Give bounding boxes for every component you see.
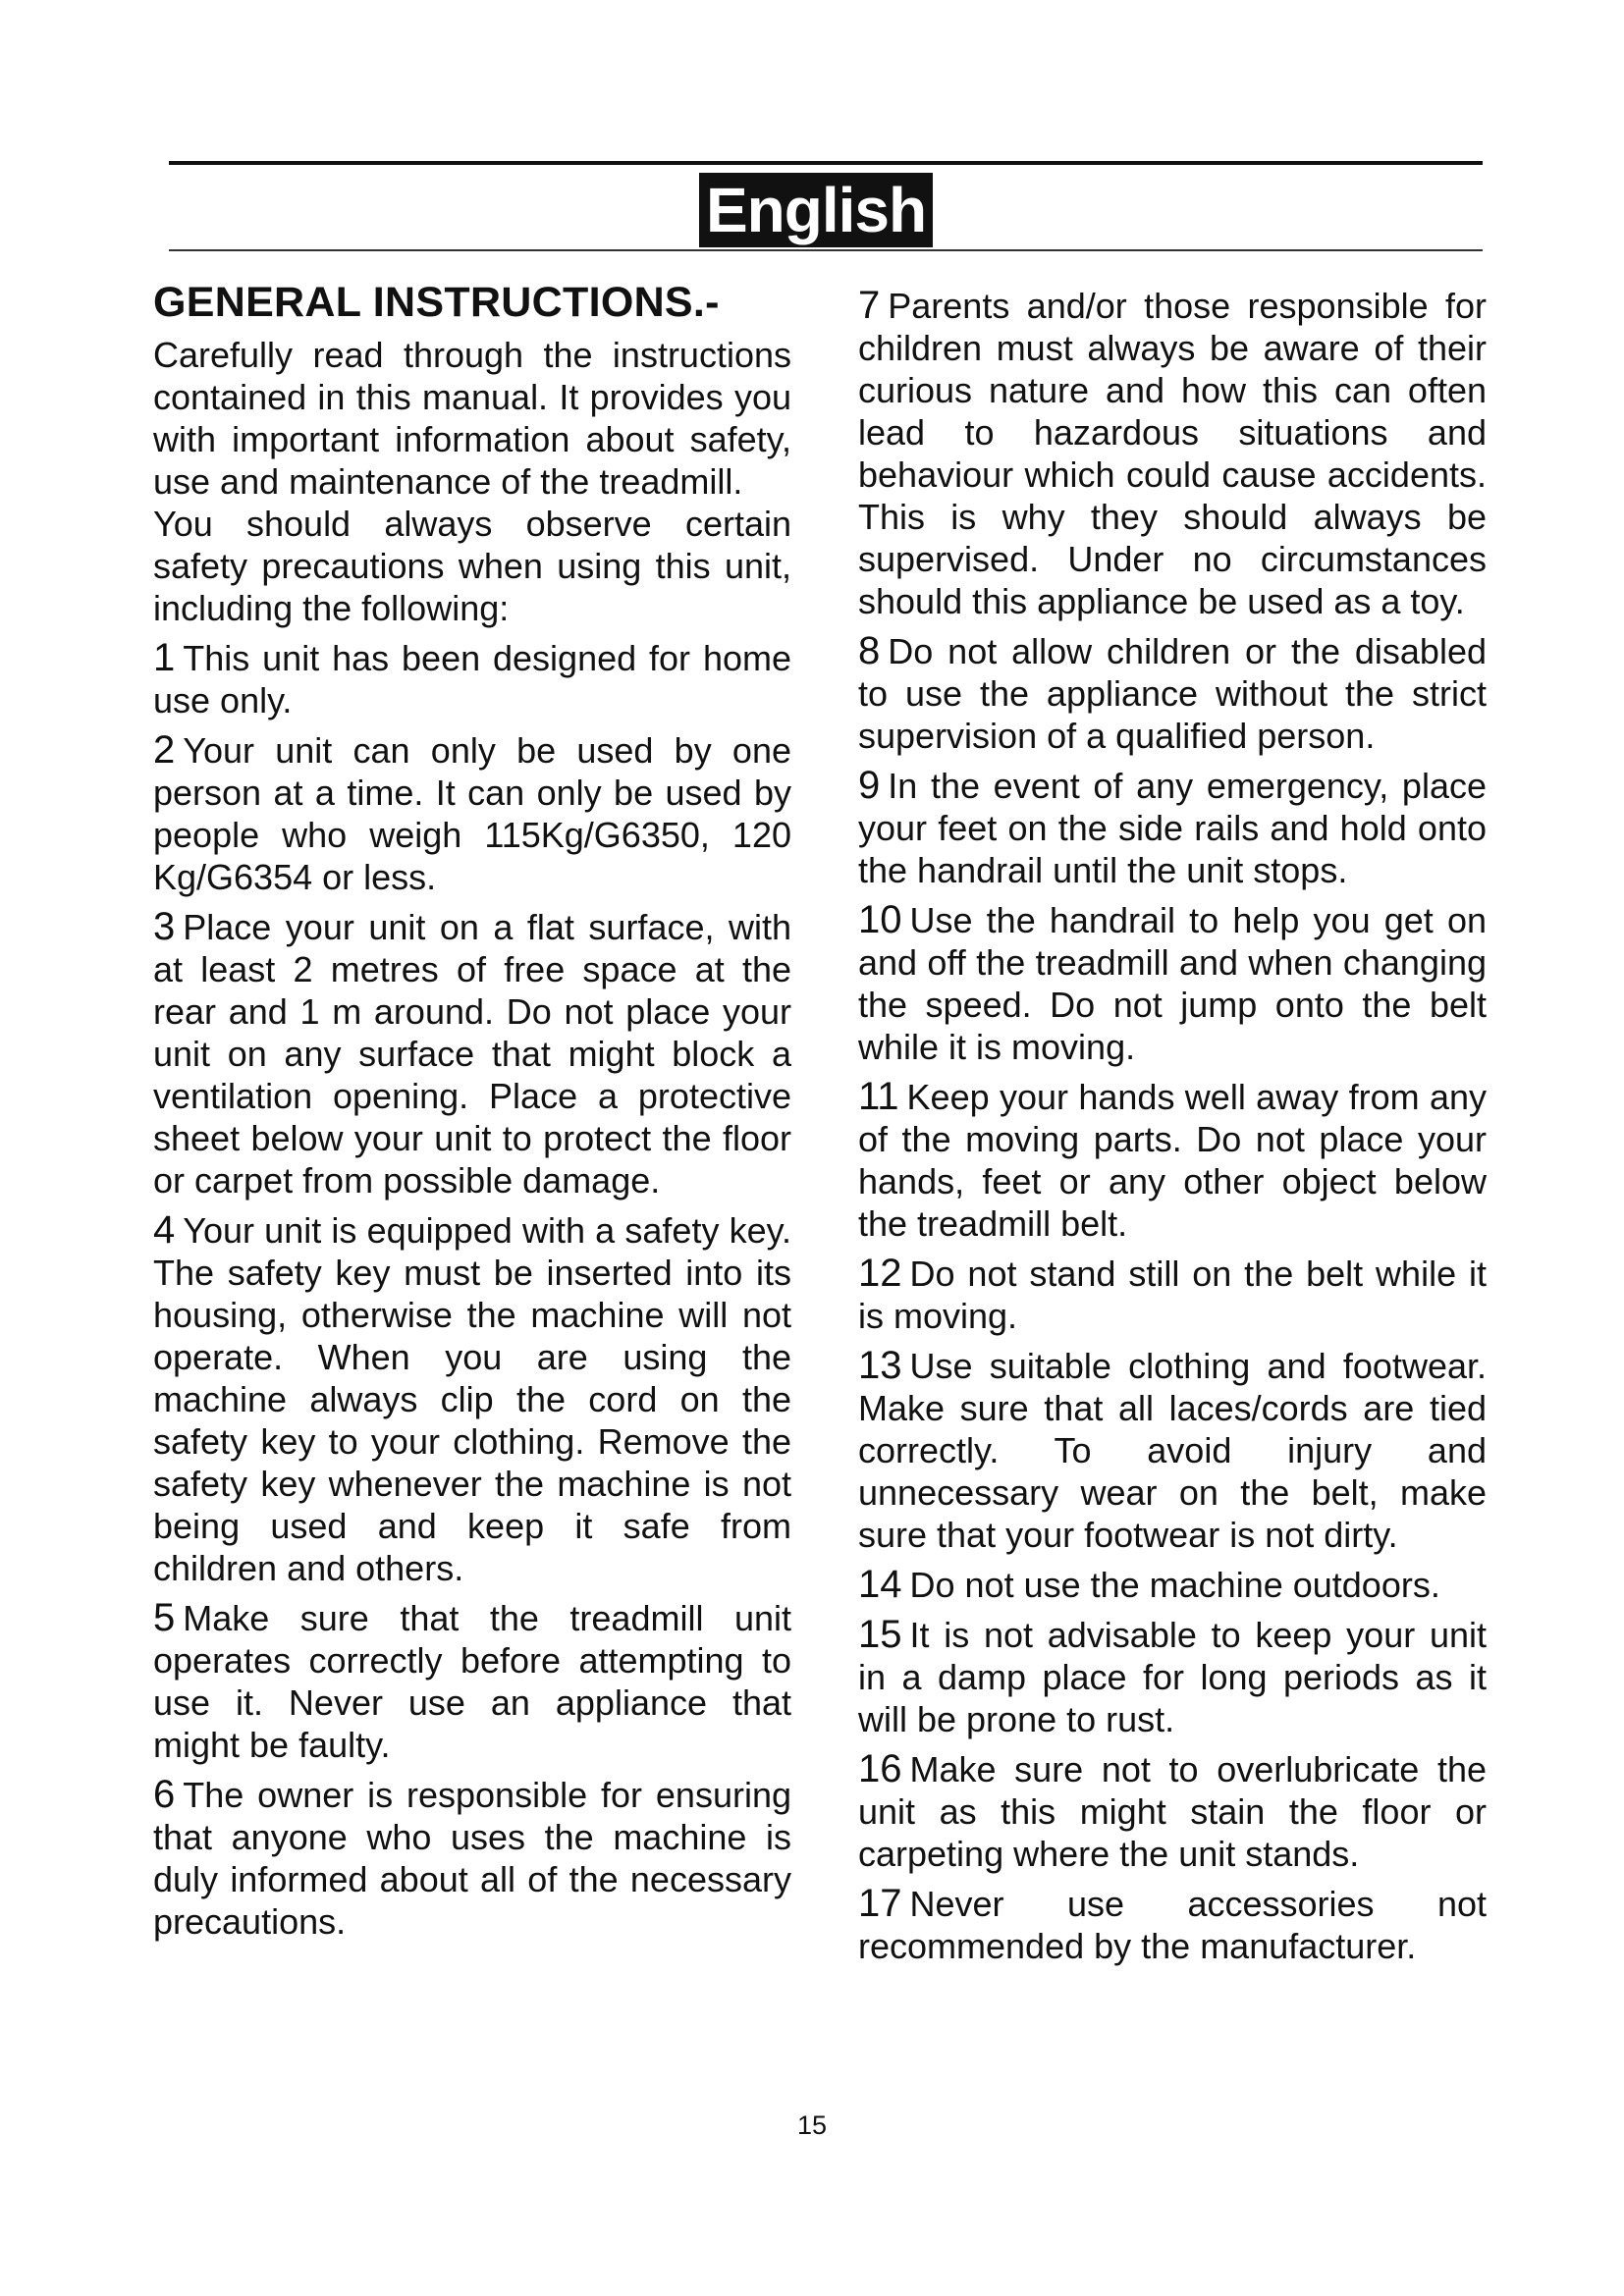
item-text: The owner is responsible for ensuring that anyone who uses the machine is duly informed about all of the necessary precautions.: [153, 1775, 791, 1942]
item-number: 17: [858, 1882, 902, 1925]
item-number: 16: [858, 1747, 902, 1790]
intro-paragraph-1: Carefully read through the instructions contained in this manual. It provides you with important information about safety, use and maintenance of the treadmill.: [153, 335, 791, 502]
header-bottom-rule: [169, 249, 1483, 251]
item-text: Your unit can only be used by one person at a time. It can only be used by people who weigh 115Kg/G6350, 120 Kg/G6354 or less.: [153, 730, 791, 897]
instruction-item: [858, 1883, 1487, 1967]
instruction-item: [858, 1253, 1487, 1337]
instruction-item: [153, 637, 791, 721]
instruction-item: [153, 906, 791, 1201]
item-text: Make sure that the treadmill unit operates correctly before attempting to use it. Never use an appliance that might be faulty.: [153, 1598, 791, 1765]
item-number: 1: [153, 636, 176, 679]
right-column: [858, 285, 1487, 1975]
instruction-item: [858, 1076, 1487, 1245]
page-number: 15: [796, 2110, 828, 2140]
item-text: Do not allow children or the disabled to use the appliance without the strict supervision of a qualified person.: [858, 631, 1487, 756]
item-number: 6: [153, 1773, 176, 1816]
instruction-item: [153, 729, 791, 898]
item-text: Place your unit on a flat surface, with at least 2 metres of free space at the rear and 1 m around. Do not place your unit on any surface that might block a ventilation opening. Place a protective sheet below your unit to protect the floor or carpet from possible damage.: [153, 907, 791, 1201]
instruction-item: [153, 1774, 791, 1943]
item-text: Use suitable clothing and footwear. Make sure that all laces/cords are tied correctly. To avoid injury and unnecessary wear on the belt, make sure that your footwear is not dirty.: [858, 1346, 1487, 1555]
item-text: Make sure not to overlubricate the unit as this might stain the floor or carpeting where the unit stands.: [858, 1749, 1487, 1874]
item-number: 10: [858, 898, 902, 941]
item-text: This unit has been designed for home use only.: [153, 638, 791, 721]
instruction-item: [858, 285, 1487, 622]
item-number: 3: [153, 905, 176, 948]
item-number: 15: [858, 1613, 902, 1656]
item-number: 12: [858, 1252, 902, 1295]
item-number: 2: [153, 728, 176, 772]
intro-paragraph-2: You should always observe certain safety precautions when using this unit, including the following:: [153, 504, 791, 628]
item-text: Do not use the machine outdoors.: [909, 1565, 1440, 1605]
item-text: Use the handrail to help you get on and off the treadmill and when changing the speed. Do not jump onto the belt while it is moving.: [858, 900, 1487, 1067]
item-number: 7: [858, 284, 881, 327]
item-text: In the event of any emergency, place your feet on the side rails and hold onto the handrail until the unit stops.: [858, 766, 1487, 890]
item-text: Never use accessories not recommended by the manufacturer.: [858, 1884, 1487, 1966]
language-badge: English: [699, 173, 933, 247]
item-number: 4: [153, 1208, 176, 1252]
instruction-item: [153, 1209, 791, 1589]
instruction-item: [858, 1345, 1487, 1556]
item-text: Do not stand still on the belt while it is moving.: [858, 1254, 1487, 1336]
instruction-item: [858, 1564, 1487, 1606]
item-number: 5: [153, 1596, 176, 1639]
item-number: 14: [858, 1563, 902, 1606]
left-column: [153, 277, 791, 1950]
item-text: Your unit is equipped with a safety key. The safety key must be inserted into its housing, otherwise the machine will not operate. When you are using the machine always clip the cord on the safety key to your clothing. Remove the safety key whenever the machine is not being used and keep it safe from children and others.: [153, 1210, 791, 1588]
item-text: Parents and/or those responsible for children must always be aware of their curious nature and how this can often lead to hazardous situations and behaviour which could cause accidents. This is why they should always be supervised. Under no circumstances should this appliance be used as a toy.: [858, 286, 1487, 621]
instruction-item: [858, 630, 1487, 757]
instruction-item: [858, 1614, 1487, 1740]
item-number: 13: [858, 1344, 902, 1387]
instruction-item: [858, 899, 1487, 1068]
header-top-rule: [169, 161, 1483, 165]
item-number: 9: [858, 764, 881, 807]
item-number: 11: [858, 1075, 899, 1118]
item-text: Keep your hands well away from any of the moving parts. Do not place your hands, feet or any other object below the treadmill belt.: [858, 1077, 1487, 1244]
instruction-item: [153, 1597, 791, 1766]
item-number: 8: [858, 629, 881, 672]
instruction-item: [858, 765, 1487, 891]
item-text: It is not advisable to keep your unit in a damp place for long periods as it will be prone to rust.: [858, 1615, 1487, 1739]
section-heading: GENERAL INSTRUCTIONS.-: [153, 279, 720, 326]
instruction-item: [858, 1748, 1487, 1875]
